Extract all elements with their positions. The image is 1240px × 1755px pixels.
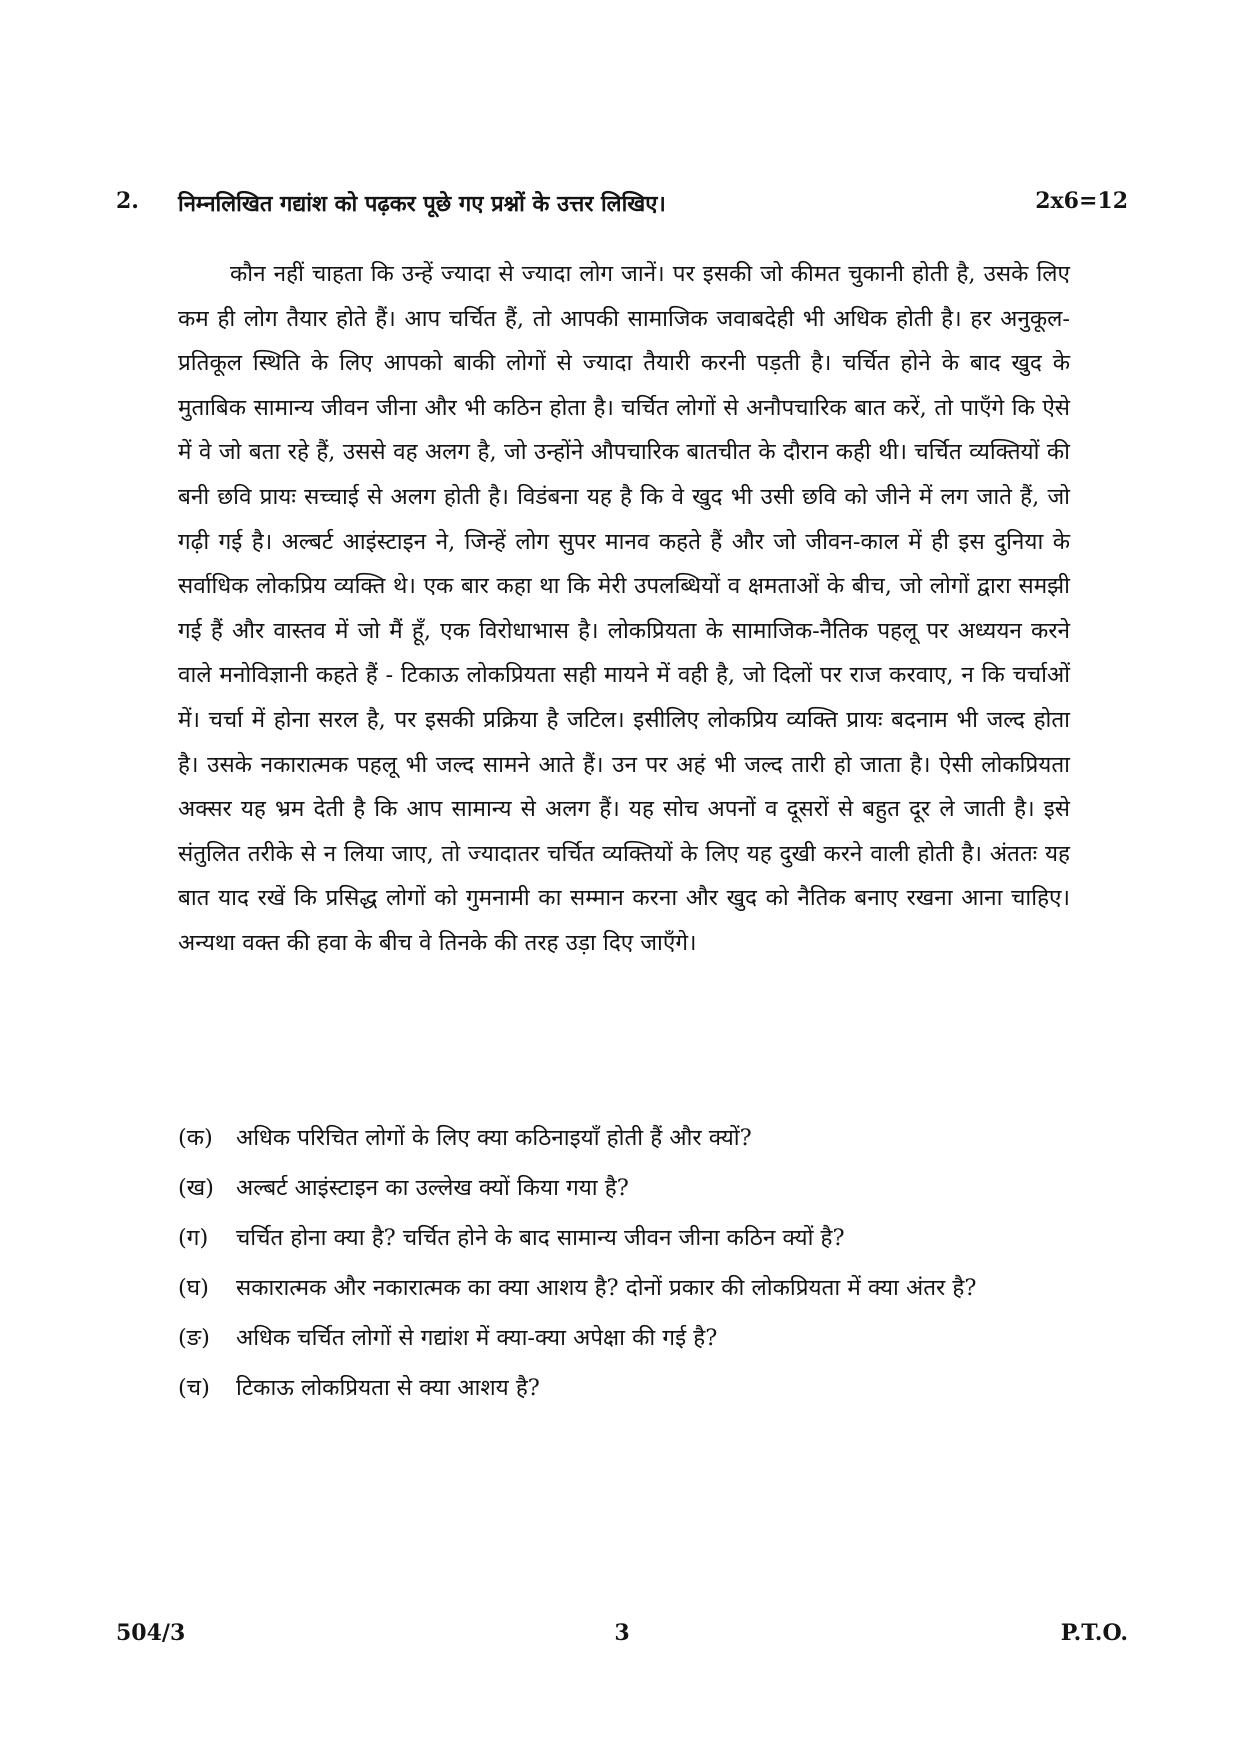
sub-question-text: अल्बर्ट आइंस्टाइन का उल्लेख क्यों किया गया है? — [236, 1175, 629, 1201]
comprehension-passage: कौन नहीं चाहता कि उन्हें ज्यादा से ज्यादा लोग जानें। पर इसकी जो कीमत चुकानी होती है, उसके लिए कम ही लोग तैयार होते हैं। आप चर्चित हैं, तो आपकी सामाजिक जवाबदेही भी अधिक होती है। हर अनुकूल-प्रतिकूल स्थिति के लिए आपको बाकी लोगों से ज्यादा तैयारी करनी पड़ती है। चर्चित होने के बाद खुद के मुताबिक सामान्य जीवन जीना और भी कठिन होता है। चर्चित लोगों से अनौपचारिक बात करें, तो पाएँगे कि ऐसे में वे जो बता रहे हैं, उससे वह अलग है, जो उन्होंने औपचारिक बातचीत के दौरान कही थी। चर्चित व्यक्तियों की बनी छवि प्रायः सच्चाई से अलग होती है। विडंबना यह है कि वे खुद भी उसी छवि को जीने में लग जाते हैं, जो गढ़ी गई है। अल्बर्ट आइंस्टाइन ने, जिन्हें लोग सुपर मानव कहते हैं और जो जीवन-काल में ही इस दुनिया के सर्वाधिक लोकप्रिय व्यक्ति थे। एक बार कहा था कि मेरी उपलब्धियों व क्षमताओं के बीच, जो लोगों द्वारा समझी गई हैं और वास्तव में जो मैं हूँ, एक विरोधाभास है। लोकप्रियता के सामाजिक-नैतिक पहलू पर अध्ययन करने वाले मनोविज्ञानी कहते हैं - टिकाऊ लोकप्रियता सही मायने में वही है, जो दिलों पर राज करवाए, न कि चर्चाओं में। चर्चा में होना सरल है, पर इसकी प्रक्रिया है जटिल। इसीलिए लोकप्रिय व्यक्ति प्रायः बदनाम भी जल्द होता है। उसके नकारात्मक पहलू भी जल्द सामने आते हैं। उन पर अहं भी जल्द तारी हो जाता है। ऐसी लोकप्रियता अक्सर यह भ्रम देती है कि आप सामान्य से अलग हैं। यह सोच अपनों व दूसरों से बहुत दूर ले जाती है। इसे संतुलित तरीके से न लिया जाए, तो ज्यादातर चर्चित व्यक्तियों के लिए यह दुखी करने वाली होती है। अंततः यह बात याद रखें कि प्रसिद्ध लोगों को गुमनामी का सम्मान करना और खुद को नैतिक बनाए रखना आना चाहिए। अन्यथा वक्त की हवा के बीच वे तिनके की तरह उड़ा दिए जाएँगे। — [178, 261, 1070, 956]
sub-question-text: चर्चित होना क्या है? चर्चित होने के बाद सामान्य जीवन जीना कठिन क्यों है? — [236, 1225, 845, 1251]
sub-question-nga — [178, 1316, 1070, 1360]
sub-question-label: (ङ) — [178, 1325, 210, 1351]
sub-question-label: (घ) — [178, 1275, 209, 1301]
sub-question-ga — [178, 1216, 1070, 1260]
sub-question-gha — [178, 1266, 1070, 1310]
sub-question-list — [178, 1116, 1070, 1416]
please-turn-over: P.T.O. — [1060, 1620, 1128, 1646]
sub-question-label: (ग) — [178, 1225, 209, 1251]
sub-question-label: (क) — [178, 1125, 213, 1151]
page-footer — [116, 1620, 1128, 1654]
sub-question-text: सकारात्मक और नकारात्मक का क्या आशय है? दोनों प्रकार की लोकप्रियता में क्या अंतर है? — [236, 1275, 977, 1301]
question-instruction: निम्नलिखित गद्यांश को पढ़कर पूछे गए प्रश्नों के उत्तर लिखिए। — [178, 191, 666, 217]
paper-code: 504/3 — [116, 1620, 186, 1646]
sub-question-cha — [178, 1366, 1070, 1410]
sub-question-text: अधिक परिचित लोगों के लिए क्या कठिनाइयाँ होती हैं और क्यों? — [236, 1125, 752, 1151]
question-header — [116, 188, 1128, 228]
sub-question-label: (ख) — [178, 1175, 214, 1201]
question-number: 2. — [116, 188, 139, 214]
page-number: 3 — [614, 1620, 630, 1646]
sub-question-text: टिकाऊ लोकप्रियता से क्या आशय है? — [236, 1375, 540, 1401]
sub-question-ka — [178, 1116, 1070, 1160]
sub-question-text: अधिक चर्चित लोगों से गद्यांश में क्या-क्या अपेक्षा की गई है? — [236, 1325, 718, 1351]
sub-question-kha — [178, 1166, 1070, 1210]
sub-question-label: (च) — [178, 1375, 210, 1401]
question-marks: 2x6=12 — [1035, 188, 1128, 214]
